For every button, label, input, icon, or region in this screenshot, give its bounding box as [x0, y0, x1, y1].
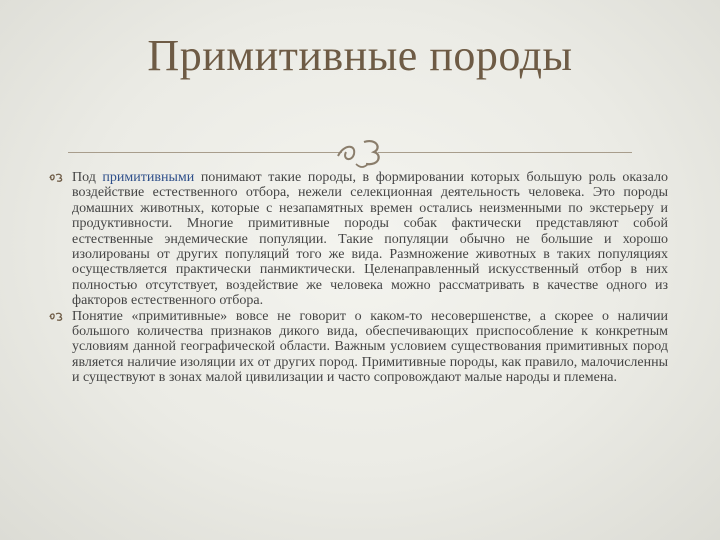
content: [48, 170, 668, 386]
divider-line-right: [378, 152, 632, 153]
scroll-bullet-icon: [48, 311, 64, 322]
scroll-ornament-icon: [334, 134, 386, 172]
bullet-item: [48, 170, 668, 309]
bullet-item: [48, 309, 668, 386]
divider-line-left: [68, 152, 342, 153]
scroll-bullet-icon: [48, 172, 64, 183]
bullet-text: Понятие «примитивные» вовсе не говорит о каком-то несовершенстве, а скорее о наличии большого количества признаков дикого вида, обеспечивающих приспособление к конкретным условиям данной географической области. Важным условием существования примитивных пород является наличие изоляции их от других пород. Примитивные породы, как правило, малочисленны и существуют в зонах малой цивилизации и часто сопровождают малые народы и племена.: [72, 308, 668, 386]
term-link[interactable]: примитивными: [102, 170, 195, 185]
bullet-text-after: понимают такие породы, в формировании которых большую роль оказало воздействие естественного отбора, нежели селекционная деятельность человека. Это породы домашних животных, которые с незапамятных времен остались неизменными по экстерьеру и продуктивности. Многие примитивные породы собак фактически представляют собой естественные эндемические популяции. Такие популяции обычно не большие и хорошо изолированы от других популяций того же вида. Размножение животных в таких популяциях осуществляется практически панмиктически. Целенаправленный искусственный отбор в них полностью отсутствует, воздействие же человека можно рассматривать в качестве одного из факторов естественного отбора.: [72, 170, 668, 309]
slide-title: Примитивные породы: [147, 31, 573, 80]
bullet-text-before: Под: [72, 170, 103, 185]
